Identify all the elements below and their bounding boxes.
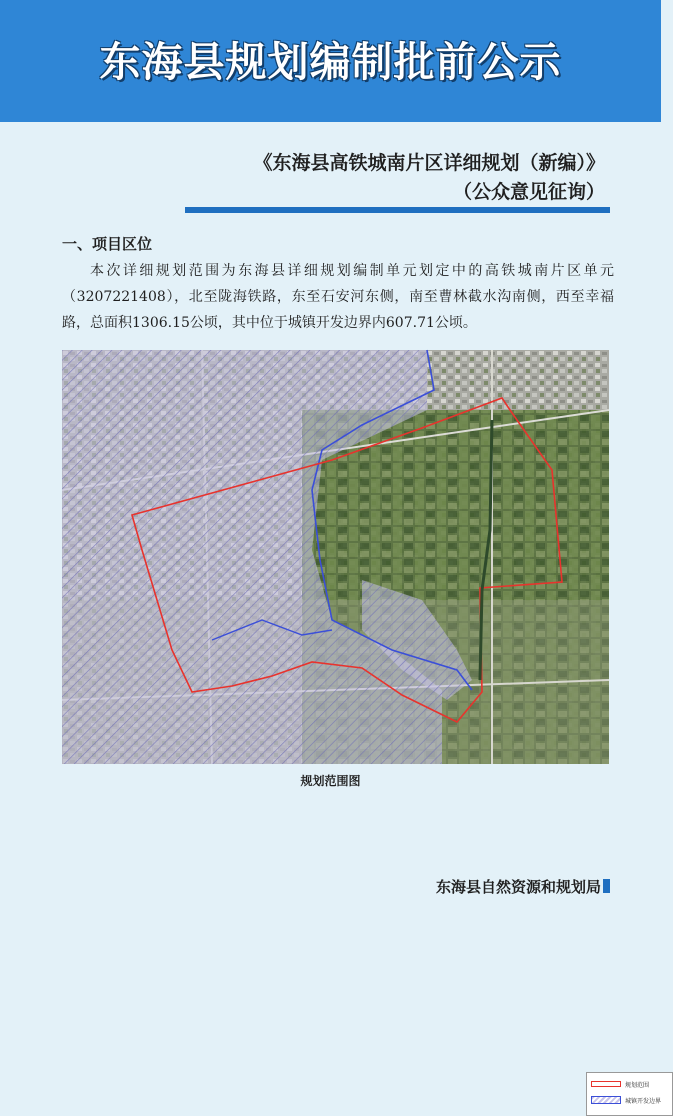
legend-item-dev-boundary xyxy=(591,1095,661,1105)
map-caption: 规划范围图 xyxy=(300,774,361,788)
document-title: 《东海县高铁城南片区详细规划（新编）》 xyxy=(253,152,605,174)
footer-accent-mark xyxy=(603,879,610,893)
banner-title: 东海县规划编制批前公示 xyxy=(99,37,562,86)
map-legend xyxy=(586,1072,673,1116)
legend-label: 规划范围 xyxy=(625,1081,650,1089)
section-body: 本次详细规划范围为东海县详细规划编制单元划定中的高铁城南片区单元（3207221408），北至陇海铁路，东至石安河东侧，南至曹林截水沟南侧，西至幸福路，总面积1306.15公顷，其中位于城镇开发边界内607.71公顷。 xyxy=(62,263,614,331)
map-image xyxy=(62,350,609,764)
legend-item-boundary xyxy=(591,1079,649,1089)
boundary-swatch xyxy=(591,1081,621,1087)
legend-label: 城镇开发边界 xyxy=(625,1097,662,1105)
dev-boundary-swatch xyxy=(591,1096,621,1104)
document-subtitle: （公众意见征询） xyxy=(452,181,605,203)
section-heading: 一、项目区位 xyxy=(62,235,153,253)
title-underline xyxy=(185,207,610,213)
header-banner xyxy=(0,0,661,122)
footer-organization: 东海县自然资源和规划局 xyxy=(435,878,601,896)
